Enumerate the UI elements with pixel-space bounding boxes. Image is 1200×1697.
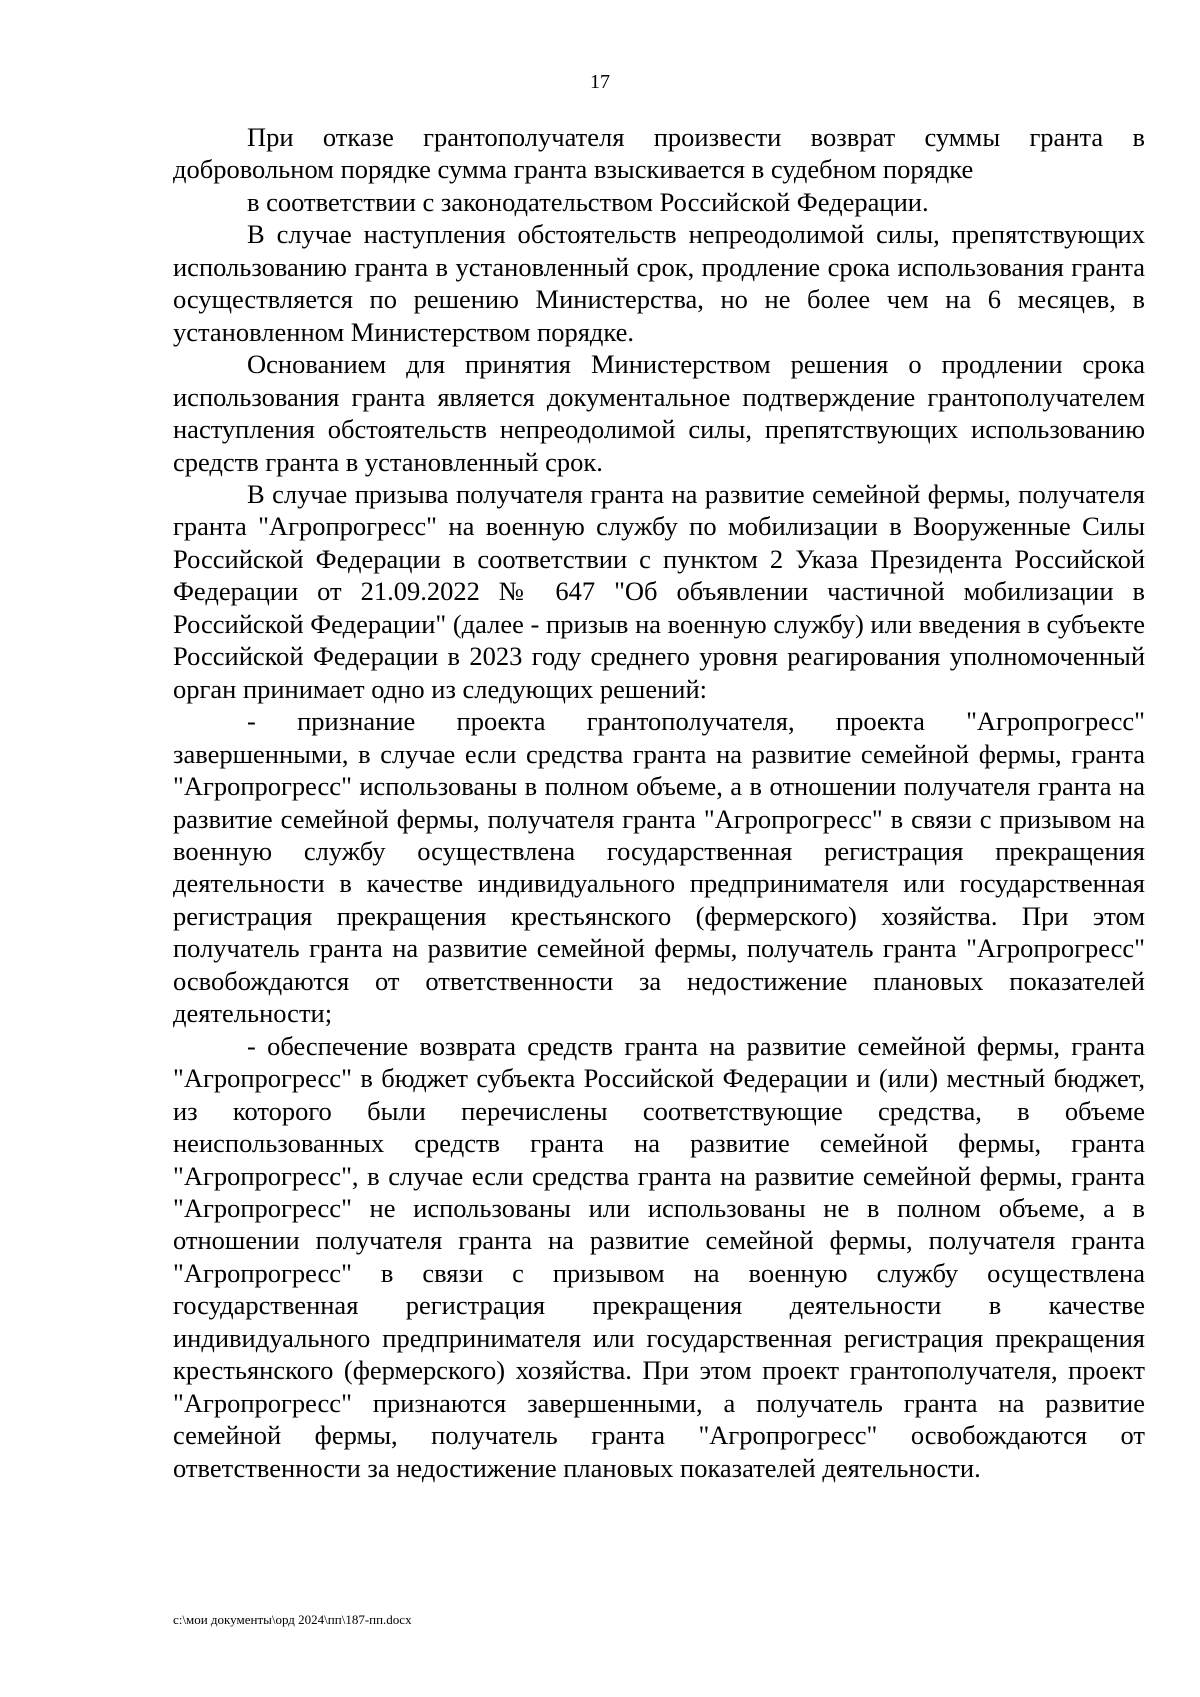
list-item-project-completion: - признание проекта грантополучателя, проекта "Агропрогресс" завершенными, в случае если средства гранта на развитие семейной фермы, гранта "Агропрогресс" использованы в полном объеме, а в отношении получателя гранта на развитие семейной фермы, получателя гранта "Агропрогресс" в связи с призывом на военную службу осуществлена государственная регистрация прекращения деятельности в качестве индивидуального предпринимателя или государственная регистрация прекращения крестьянского (фермерского) хозяйства. При этом получатель гранта на развитие семейной фермы, получатель гранта "Агропрогресс" освобождаются от ответственности за недостижение плановых показателей деятельности; <box>173 706 1145 1029</box>
paragraph-refund-law: в соответствии с законодательством Российской Федерации. <box>247 186 929 217</box>
paragraph-force-majeure: В случае наступления обстоятельств непреодолимой силы, препятствующих использованию гранта в установленный срок, продление срока использования гранта осуществляется по решению Министерства, но не более чем на 6 месяцев, в установленном Министерством порядке. <box>173 219 1145 347</box>
footer-file-path: c:\мои документы\орд 2024\пп\187-пп.docx <box>173 1612 412 1627</box>
list-item-funds-return: - обеспечение возврата средств гранта на развитие семейной фермы, гранта "Агропрогресс" в бюджет субъекта Российской Федерации и (или) местный бюджет, из которого были перечислены соответствующие средства, в объеме неиспользованных средств гранта на развитие семейной фермы, гранта "Агропрогресс", в случае если средства гранта на развитие семейной фермы, гранта "Агропрогресс" не использованы или использованы не в полном объеме, а в отношении получателя гранта на развитие семейной фермы, получателя гранта "Агропрогресс" в связи с призывом на военную службу осуществлена государственная регистрация прекращения деятельности в качестве индивидуального предпринимателя или государственная регистрация прекращения крестьянского (фермерского) хозяйства. При этом проект грантополучателя, проект "Агропрогресс" признаются завершенными, а получатель гранта на развитие семейной фермы, получатель гранта "Агропрогресс" освобождаются от ответственности за недостижение плановых показателей деятельности. <box>173 1030 1145 1483</box>
paragraph-extension-basis: Основанием для принятия Министерством решения о продлении срока использования гранта является документальное подтверждение грантополучателем наступления обстоятельств непреодолимой силы, препятствующих использованию средств гранта в установленный срок. <box>173 349 1145 477</box>
paragraph-mobilization: В случае призыва получателя гранта на развитие семейной фермы, получателя гранта "Агропрогресс" на военную службу по мобилизации в Вооруженные Силы Российской Федерации в соответствии с пунктом 2 Указа Президента Российской Федерации от 21.09.2022 № 647 "Об объявлении частичной мобилизации в Российской Федерации" (далее - призыв на военную службу) или введения в субъекте Российской Федерации в 2023 году среднего уровня реагирования уполномоченный орган принимает одно из следующих решений: <box>173 478 1145 704</box>
paragraph-refund-refusal: При отказе грантополучателя произвести возврат суммы гранта в добровольном порядке сумма гранта взыскивается в судебном порядке <box>173 122 1145 185</box>
document-body <box>173 121 1145 1484</box>
page-number: 17 <box>590 71 610 93</box>
